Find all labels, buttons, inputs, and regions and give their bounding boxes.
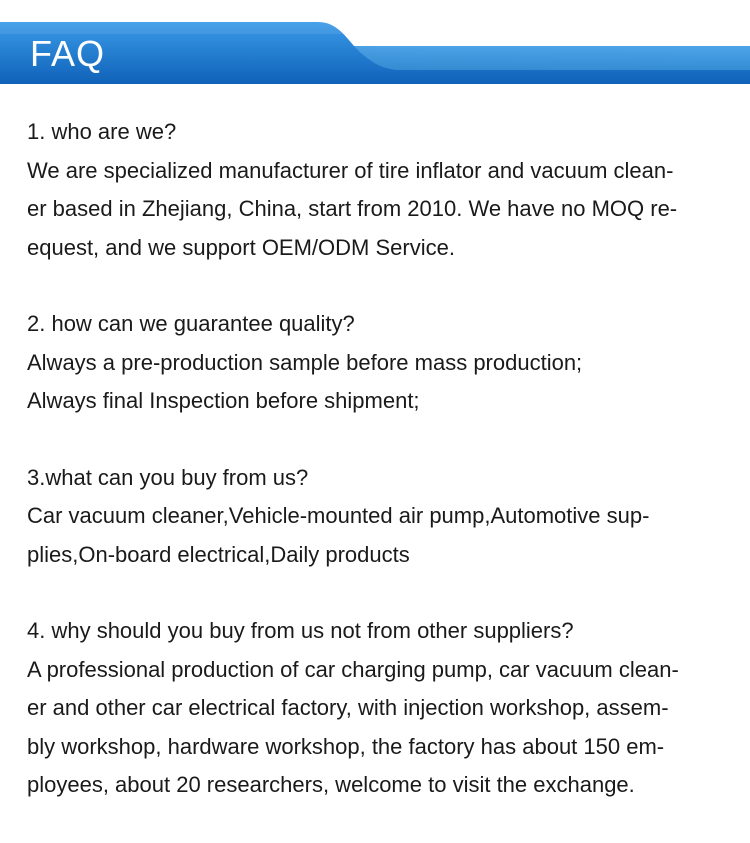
faq-list: [27, 113, 717, 843]
faq-answer-line: er based in Zhejiang, China, start from 2010. We have no MOQ re-: [27, 196, 678, 221]
faq-answer-line: equest, and we support OEM/ODM Service.: [27, 234, 455, 260]
faq-answer-line: plies,On-board electrical,Daily products: [27, 541, 410, 567]
faq-answer-line: A professional production of car charging pump, car vacuum clean-: [27, 656, 679, 682]
faq-item-2: [27, 305, 717, 421]
faq-answer-line: Always a pre-production sample before mass production;: [27, 349, 583, 375]
faq-answer-line: Always final Inspection before shipment;: [27, 388, 420, 413]
faq-question: 1. who are we?: [27, 119, 177, 144]
faq-answer-line: bly workshop, hardware workshop, the factory has about 150 em-: [27, 733, 665, 759]
faq-item-1: [27, 113, 717, 267]
faq-question: 4. why should you buy from us not from other suppliers?: [27, 618, 574, 643]
faq-question: 3.what can you buy from us?: [27, 464, 309, 490]
faq-header: [0, 22, 750, 84]
faq-answer-line: Car vacuum cleaner,Vehicle-mounted air pump,Automotive sup-: [27, 503, 650, 528]
faq-answer-line: ployees, about 20 researchers, welcome to visit the exchange.: [27, 772, 635, 797]
faq-item-4: [27, 612, 717, 805]
page-title: FAQ: [30, 33, 106, 74]
header-banner-shape: [0, 22, 750, 84]
faq-question: 2. how can we guarantee quality?: [27, 311, 355, 336]
faq-answer-line: er and other car electrical factory, with injection workshop, assem-: [27, 695, 669, 720]
faq-item-3: [27, 459, 717, 575]
faq-answer-line: We are specialized manufacturer of tire inflator and vacuum clean-: [27, 157, 674, 183]
